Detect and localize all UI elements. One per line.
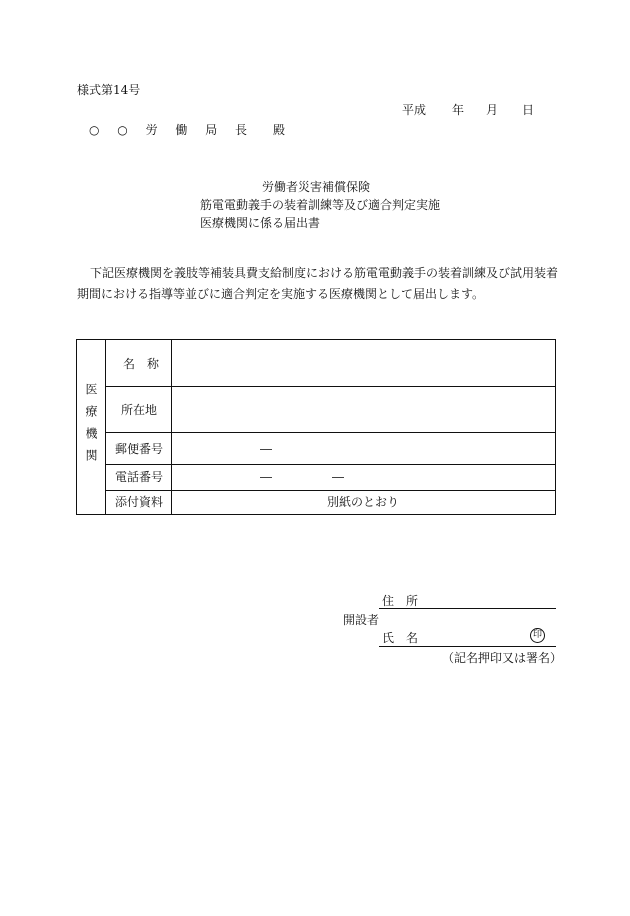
title-line-1: 労働者災害補償保険 bbox=[262, 180, 371, 194]
date-day: 日 bbox=[522, 103, 535, 117]
table-divider bbox=[105, 490, 555, 491]
row-label-phone: 電話番号 bbox=[115, 470, 164, 484]
date-month: 月 bbox=[486, 103, 499, 117]
title-line-2: 筋電電動義手の装着訓練等及び適合判定実施 bbox=[200, 198, 441, 212]
table-divider bbox=[171, 340, 172, 514]
group-label-medical-facility bbox=[77, 340, 105, 514]
seal-icon: 印 bbox=[530, 628, 545, 643]
name-label: 氏 名 bbox=[382, 631, 419, 645]
addressee: ○ ○ 労 働 局 長 殿 bbox=[89, 123, 293, 137]
group-label-text: 医療機関 bbox=[84, 383, 98, 471]
address-underline bbox=[379, 608, 556, 609]
date-year: 年 bbox=[452, 103, 465, 117]
name-underline bbox=[379, 646, 556, 647]
body-text-line-2: 期間における指導等並びに適合判定を実施する医療機関として届出します。 bbox=[77, 287, 485, 301]
date-era: 平成 bbox=[402, 103, 427, 117]
body-text-line-1: 下記医療機関を義肢等補装具費支給制度における筋電電動義手の装着訓練及び試用装着 bbox=[90, 266, 559, 280]
row-label-postal-code: 郵便番号 bbox=[115, 442, 164, 456]
form-number: 様式第14号 bbox=[77, 83, 141, 97]
applicant-label: 開設者 bbox=[343, 613, 380, 627]
address-label: 住 所 bbox=[382, 594, 419, 608]
row-label-attachments: 添付資料 bbox=[115, 495, 164, 509]
table-divider bbox=[105, 464, 555, 465]
row-label-name: 名 称 bbox=[123, 357, 160, 371]
phone-dash-1[interactable]: ― bbox=[260, 470, 272, 484]
row-label-address: 所在地 bbox=[121, 403, 158, 417]
table-divider bbox=[105, 340, 106, 514]
attachments-value: 別紙のとおり bbox=[327, 495, 400, 509]
table-divider bbox=[105, 386, 555, 387]
signature-note: （記名押印又は署名） bbox=[442, 651, 563, 665]
postal-code-dash[interactable]: ― bbox=[260, 442, 272, 456]
table-divider bbox=[105, 432, 555, 433]
medical-facility-table bbox=[76, 339, 556, 515]
title-line-3: 医療機関に係る届出書 bbox=[200, 216, 321, 230]
phone-dash-2[interactable]: ― bbox=[332, 470, 344, 484]
